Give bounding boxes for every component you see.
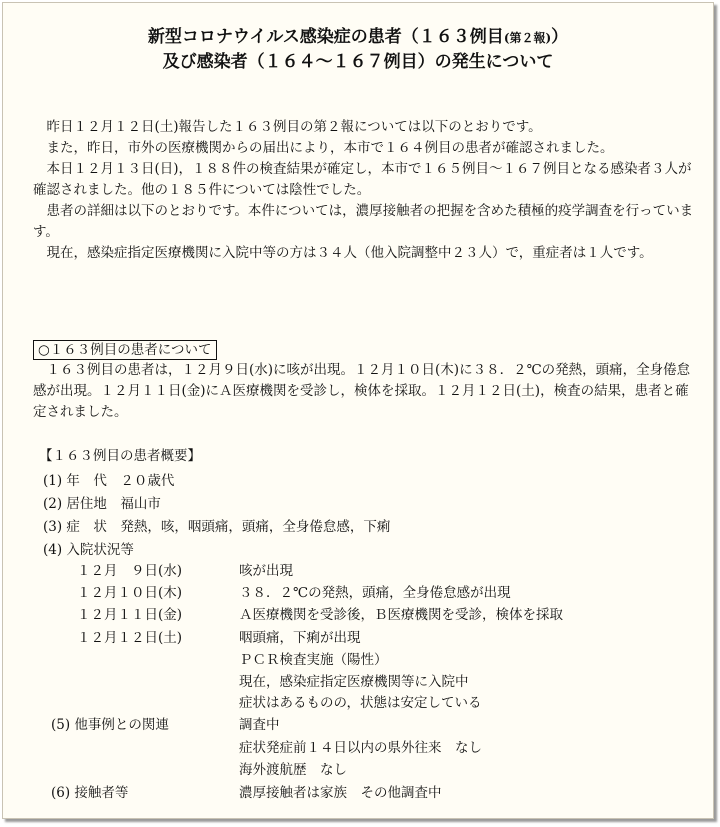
title-line-1-end: ） — [551, 27, 569, 47]
timeline-event: 咳が出現 — [239, 563, 293, 579]
timeline-date: １２月１０日(木) — [77, 585, 183, 601]
relation-value: 海外渡航歴 なし — [239, 762, 347, 778]
section-body: １６３例目の患者は，１２月９日(水)に咳が出現。１２月１０日(木)に３８．２℃の発熱，頭痛，全身倦怠感が出現。１２月１１日(金)にＡ医療機関を受診し，検体を採取。１２月１２日(土)，検査の結果，患者と確定されました。 — [33, 362, 691, 420]
contacts-value: 濃厚接触者は家族 その他調査中 — [239, 785, 442, 801]
relation-label: (5) 他事例との関連 — [51, 717, 169, 733]
overview-age: (1) 年 代 ２０歳代 — [43, 473, 175, 489]
intro-paragraph: 本日１２月１３日(日)，１８８件の検査結果が確定し，本市で１６５例目～１６７例目となる感染者３人が確認されました。他の１８５件については陰性でした。 — [33, 161, 692, 198]
intro-paragraph: 患者の詳細は以下のとおりです。本件については，濃厚接触者の把握を含めた積極的疫学調査を行っています。 — [33, 203, 694, 240]
contacts-label: (6) 接触者等 — [51, 785, 129, 801]
timeline-date: １２月１２日(土) — [77, 630, 183, 646]
title-report-number: (第２報) — [503, 31, 552, 45]
intro-paragraph: 昨日１２月１２日(土)報告した１６３例目の第２報については以下のとおりです。 — [46, 119, 542, 135]
section-heading: ○１６３例目の患者について — [33, 340, 217, 360]
timeline-event: ３８．２℃の発熱，頭痛，全身倦怠感が出現 — [239, 585, 511, 601]
timeline-extra: 症状はあるものの，状態は安定している — [239, 695, 482, 711]
intro-paragraph: また，昨日，市外の医療機関からの届出により，本市で１６４例目の患者が確認されました。 — [46, 140, 614, 156]
timeline-extra: ＰＣＲ検査実施（陽性） — [239, 652, 388, 668]
timeline-extra: 現在，感染症指定医療機関等に入院中 — [239, 674, 469, 690]
overview-heading: 【１６３例目の患者概要】 — [39, 448, 201, 464]
document-title — [3, 25, 713, 74]
document-page — [2, 2, 714, 819]
overview-status-heading: (4) 入院状況等 — [43, 542, 134, 558]
title-line-1-main: 新型コロナウイルス感染症の患者（１６３例目 — [147, 27, 504, 47]
timeline-date: １２月１１日(金) — [77, 607, 183, 623]
timeline-event: 咽頭痛，下痢が出現 — [239, 630, 361, 646]
title-line-1 — [3, 25, 713, 50]
title-line-2: 及び感染者（１６４～１６７例目）の発生について — [162, 52, 554, 72]
timeline-event: Ａ医療機関を受診後，Ｂ医療機関を受診，検体を採取 — [239, 607, 563, 623]
timeline-date: １２月 ９日(水) — [77, 563, 183, 579]
relation-value: 症状発症前１４日以内の県外往来 なし — [239, 740, 482, 756]
relation-value: 調査中 — [239, 717, 280, 733]
intro-paragraphs — [33, 117, 697, 264]
overview-symptoms: (3) 症 状 発熱，咳，咽頭痛，頭痛，全身倦怠感，下痢 — [43, 519, 391, 535]
overview-residence: (2) 居住地 福山市 — [43, 496, 161, 512]
intro-paragraph: 現在，感染症指定医療機関に入院中等の方は３４人（他入院調整中２３人）で，重症者は１人です。 — [46, 245, 653, 261]
